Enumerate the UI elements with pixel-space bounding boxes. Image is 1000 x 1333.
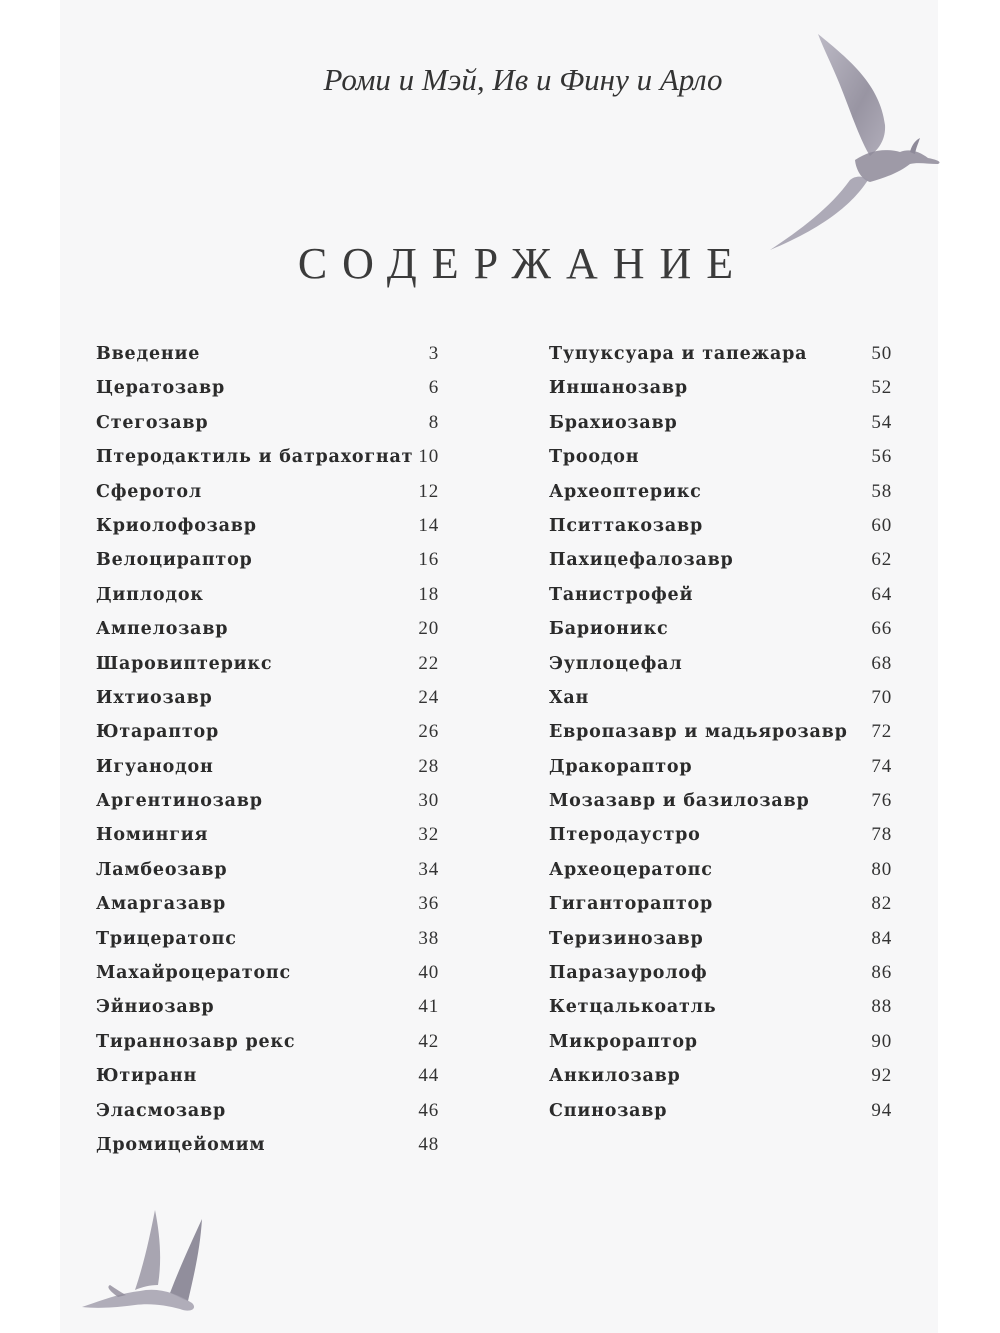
pterosaur-illustration-icon	[760, 30, 945, 260]
toc-entry	[549, 859, 892, 893]
toc-entry	[549, 996, 892, 1030]
toc-entry	[96, 790, 439, 824]
toc-entry-title: Трицератопс	[96, 928, 237, 949]
toc-entry-title: Эуплоцефал	[549, 653, 683, 674]
toc-entry-page-number: 54	[871, 411, 892, 433]
toc-column-left	[96, 343, 439, 1168]
toc-entry-title: Европазавр и мадьярозавр	[549, 722, 848, 743]
toc-entry-page-number: 50	[871, 343, 892, 364]
toc-entry-title: Шаровиптерикс	[96, 653, 273, 674]
toc-entry	[549, 549, 892, 583]
toc-entry	[549, 1031, 892, 1065]
toc-entry-title: Введение	[96, 344, 201, 364]
toc-entry-page-number: 92	[871, 1065, 892, 1087]
toc-entry-page-number: 14	[418, 514, 439, 536]
toc-entry-title: Махайроцератопс	[96, 963, 291, 984]
toc-entry-title: Ламбеозавр	[96, 859, 228, 880]
toc-entry-page-number: 10	[418, 446, 439, 468]
toc-entry-title: Номингия	[96, 825, 209, 846]
toc-entry-page-number: 46	[418, 1099, 439, 1121]
toc-entry-page-number: 12	[418, 480, 439, 502]
toc-entry-page-number: 94	[871, 1099, 892, 1121]
toc-entry-title: Дракораптор	[549, 756, 693, 777]
toc-entry-page-number: 6	[428, 377, 439, 399]
toc-entry-title: Эйниозавр	[96, 997, 215, 1018]
toc-entry	[96, 824, 439, 858]
toc-entry	[96, 446, 439, 480]
toc-entry-page-number: 30	[418, 790, 439, 812]
toc-entry	[549, 1100, 892, 1134]
toc-entry-title: Птеродактиль и батрахогнат	[96, 447, 414, 468]
toc-entry-title: Ютараптор	[96, 722, 220, 743]
toc-entry-title: Мозазавр и базилозавр	[549, 791, 810, 812]
toc-entry-title: Велоцираптор	[96, 550, 253, 571]
toc-entry	[96, 653, 439, 687]
toc-entry-title: Криолофозавр	[96, 515, 257, 536]
toc-entry	[96, 343, 439, 377]
toc-entry-title: Танистрофей	[549, 584, 694, 605]
toc-entry	[96, 1031, 439, 1065]
pterosaur-illustration-icon	[80, 1205, 210, 1320]
toc-entry-page-number: 44	[418, 1065, 439, 1087]
toc-entry-page-number: 42	[418, 1030, 439, 1052]
toc-entry	[96, 928, 439, 962]
toc-entry-page-number: 78	[871, 824, 892, 846]
toc-entry-title: Гиганторaптор	[549, 894, 713, 915]
toc-entry-title: Ютиранн	[96, 1066, 198, 1087]
toc-entry	[96, 721, 439, 755]
toc-entry	[549, 653, 892, 687]
toc-entry-page-number: 64	[871, 583, 892, 605]
toc-entry	[96, 893, 439, 927]
toc-entry	[549, 1065, 892, 1099]
toc-entry	[549, 962, 892, 996]
toc-entry	[96, 584, 439, 618]
toc-entry-title: Эласмозавр	[96, 1100, 227, 1121]
toc-entry	[96, 859, 439, 893]
toc-entry-title: Теризинозавр	[549, 928, 704, 949]
toc-entry-page-number: 22	[418, 652, 439, 674]
toc-entry-page-number: 66	[871, 618, 892, 640]
toc-entry	[96, 1065, 439, 1099]
toc-entry-title: Барионикс	[549, 619, 669, 640]
toc-entry-page-number: 40	[418, 962, 439, 984]
toc-entry	[96, 1134, 439, 1168]
toc-entry	[96, 962, 439, 996]
toc-entry-title: Амаргазавр	[96, 894, 226, 915]
toc-entry-title: Археоптерикс	[549, 481, 702, 502]
toc-entry-page-number: 3	[428, 343, 439, 364]
toc-entry-page-number: 80	[871, 858, 892, 880]
toc-entry-page-number: 62	[871, 549, 892, 571]
toc-entry-page-number: 88	[871, 996, 892, 1018]
toc-entry-title: Птеродаустро	[549, 825, 701, 846]
toc-entry	[549, 515, 892, 549]
toc-entry-page-number: 60	[871, 514, 892, 536]
toc-entry	[96, 377, 439, 411]
toc-entry-title: Иншанозавр	[549, 378, 688, 399]
toc-entry-title: Игуанодон	[96, 756, 214, 777]
toc-entry-page-number: 70	[871, 686, 892, 708]
toc-entry-title: Ампелозавр	[96, 619, 229, 640]
toc-entry	[96, 618, 439, 652]
dedication: Роми и Мэй, Ив и Фину и Арло	[323, 62, 723, 97]
toc-entry-page-number: 90	[871, 1030, 892, 1052]
page-title: СОДЕРЖАНИЕ	[297, 239, 749, 288]
toc-entry	[549, 412, 892, 446]
toc-entry	[96, 1100, 439, 1134]
toc-entry-title: Тираннозавр рекс	[96, 1031, 296, 1052]
toc-entry-page-number: 20	[418, 618, 439, 640]
toc-entry-page-number: 24	[418, 686, 439, 708]
toc-entry-title: Микрораптор	[549, 1031, 698, 1052]
toc-entry	[549, 618, 892, 652]
toc-entry	[96, 687, 439, 721]
toc-entry-title: Анкилозавр	[549, 1066, 681, 1087]
toc-entry-title: Паразауролоф	[549, 963, 708, 984]
toc-entry-page-number: 58	[871, 480, 892, 502]
toc-entry	[549, 824, 892, 858]
toc-entry-page-number: 72	[871, 721, 892, 743]
toc-entry-page-number: 52	[871, 377, 892, 399]
toc-entry-title: Диплодок	[96, 584, 204, 605]
toc-entry	[96, 515, 439, 549]
toc-entry-page-number: 26	[418, 721, 439, 743]
toc-entry-title: Хан	[549, 687, 590, 708]
toc-entry	[96, 481, 439, 515]
toc-entry	[549, 343, 892, 377]
toc-entry-page-number: 28	[418, 755, 439, 777]
toc-entry-page-number: 16	[418, 549, 439, 571]
toc-entry-page-number: 82	[871, 893, 892, 915]
toc-entry	[96, 756, 439, 790]
toc-entry-page-number: 34	[418, 858, 439, 880]
toc-entry-title: Стегозавр	[96, 412, 209, 433]
toc-entry-page-number: 48	[418, 1133, 439, 1155]
toc-column-right	[549, 343, 892, 1134]
toc-entry	[549, 687, 892, 721]
toc-entry	[549, 721, 892, 755]
toc-entry-title: Брахиозавр	[549, 412, 678, 433]
toc-entry	[549, 893, 892, 927]
toc-entry-page-number: 56	[871, 446, 892, 468]
toc-entry-title: Пахицефалозавр	[549, 550, 734, 571]
toc-entry-page-number: 41	[418, 996, 439, 1018]
toc-entry	[549, 481, 892, 515]
toc-entry-page-number: 38	[418, 927, 439, 949]
toc-entry	[96, 996, 439, 1030]
toc-entry	[549, 790, 892, 824]
toc-entry	[549, 446, 892, 480]
toc-entry-title: Археоцератопс	[549, 859, 713, 880]
toc-entry-title: Спинозавр	[549, 1100, 668, 1121]
toc-entry-title: Аргентинозавр	[96, 791, 263, 812]
toc-entry	[96, 412, 439, 446]
toc-entry-page-number: 18	[418, 583, 439, 605]
toc-entry-title: Цератозавр	[96, 378, 226, 399]
toc-entry-title: Ихтиозавр	[96, 687, 213, 708]
toc-entry-page-number: 76	[871, 790, 892, 812]
toc-entry-title: Кетцалькоатль	[549, 997, 717, 1018]
toc-entry-title: Пситтакозавр	[549, 515, 704, 536]
toc-entry	[549, 928, 892, 962]
toc-entry	[96, 549, 439, 583]
toc-entry-page-number: 68	[871, 652, 892, 674]
toc-entry-page-number: 86	[871, 962, 892, 984]
toc-entry-title: Сферотол	[96, 481, 203, 502]
toc-entry-page-number: 74	[871, 755, 892, 777]
toc-entry	[549, 377, 892, 411]
toc-entry-page-number: 32	[418, 824, 439, 846]
toc-entry-title: Тупуксуара и тапежара	[549, 344, 808, 364]
toc-entry-title: Дромицейомим	[96, 1134, 266, 1155]
toc-entry-page-number: 84	[871, 927, 892, 949]
toc-entry	[549, 756, 892, 790]
toc-entry-title: Троодон	[549, 447, 640, 468]
toc-entry-page-number: 36	[418, 893, 439, 915]
toc-entry	[549, 584, 892, 618]
toc-entry-page-number: 8	[428, 411, 439, 433]
